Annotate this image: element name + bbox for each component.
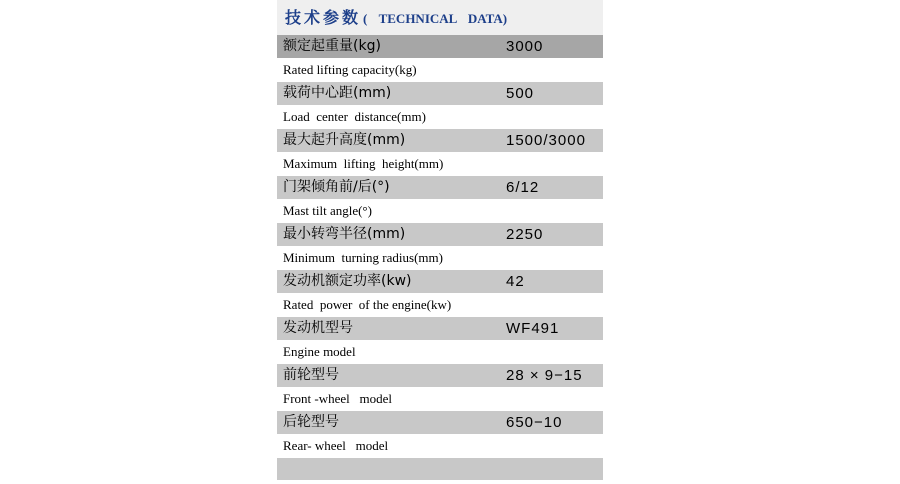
spec-label-cn: 额定起重量(kg) [283, 38, 381, 54]
spec-label-cn: 发动机型号 [283, 320, 353, 336]
spec-row-subline [277, 246, 603, 270]
spec-value: 28 × 9−15 [506, 367, 583, 384]
spec-label-cn: 发动机额定功率(kw) [283, 273, 412, 289]
spec-label-cn: 最大起升高度(mm) [283, 132, 406, 148]
spec-row-engine-power [277, 270, 603, 317]
spec-value: 3000 [506, 38, 544, 55]
spec-row-header [277, 317, 603, 340]
spec-row-engine-model [277, 317, 603, 364]
spec-row-subline [277, 152, 603, 176]
spec-row-subline [277, 434, 603, 458]
spec-label-en: Front -wheel model [283, 391, 393, 406]
spec-row-header [277, 364, 603, 387]
spec-row-header [277, 129, 603, 152]
spec-label-en: Maximum lifting height(mm) [283, 156, 444, 171]
spec-row-subline [277, 340, 603, 364]
spec-row-subline [277, 105, 603, 129]
spec-row-mast-tilt [277, 176, 603, 223]
technical-data-panel [277, 0, 603, 480]
spec-value: 650−10 [506, 414, 563, 431]
spec-label-en: Rear- wheel model [283, 438, 389, 453]
spec-value: WF491 [506, 320, 560, 337]
spec-label-en: Engine model [283, 344, 356, 359]
spec-row-subline [277, 58, 603, 82]
spec-label-cn: 载荷中心距(mm) [283, 85, 392, 101]
spec-row-header [277, 176, 603, 199]
spec-label-en: Load center distance(mm) [283, 109, 426, 124]
table-footer-bar [277, 458, 603, 480]
spec-row-header [277, 411, 603, 434]
title-english: ( TECHNICAL DATA) [363, 11, 508, 26]
spec-row-header [277, 223, 603, 246]
spec-label-en: Rated lifting capacity(kg) [283, 62, 417, 77]
spec-row-rear-wheel [277, 411, 603, 458]
spec-label-en: Rated power of the engine(kw) [283, 297, 452, 312]
spec-label-cn: 门架倾角前/后(°) [283, 179, 390, 195]
spec-row-front-wheel [277, 364, 603, 411]
spec-label-cn: 前轮型号 [283, 367, 339, 383]
spec-value: 500 [506, 85, 535, 102]
spec-table [277, 35, 603, 480]
spec-label-en: Mast tilt angle(°) [283, 203, 372, 218]
spec-value: 6/12 [506, 179, 540, 196]
spec-row-lifting-height [277, 129, 603, 176]
spec-value: 42 [506, 273, 525, 290]
spec-row-header [277, 270, 603, 293]
spec-row-subline [277, 387, 603, 411]
spec-value: 1500/3000 [506, 132, 586, 149]
spec-label-cn: 后轮型号 [283, 414, 339, 430]
spec-row-turning-radius [277, 223, 603, 270]
spec-label-en: Minimum turning radius(mm) [283, 250, 443, 265]
spec-row-subline [277, 199, 603, 223]
spec-row-header [277, 82, 603, 105]
spec-value: 2250 [506, 226, 544, 243]
spec-row-header [277, 35, 603, 58]
spec-row-subline [277, 293, 603, 317]
panel-title [285, 6, 507, 30]
spec-row-load-center [277, 82, 603, 129]
title-chinese: 技术参数 [285, 8, 362, 27]
spec-row-rated-capacity [277, 35, 603, 82]
spec-label-cn: 最小转弯半径(mm) [283, 226, 406, 242]
